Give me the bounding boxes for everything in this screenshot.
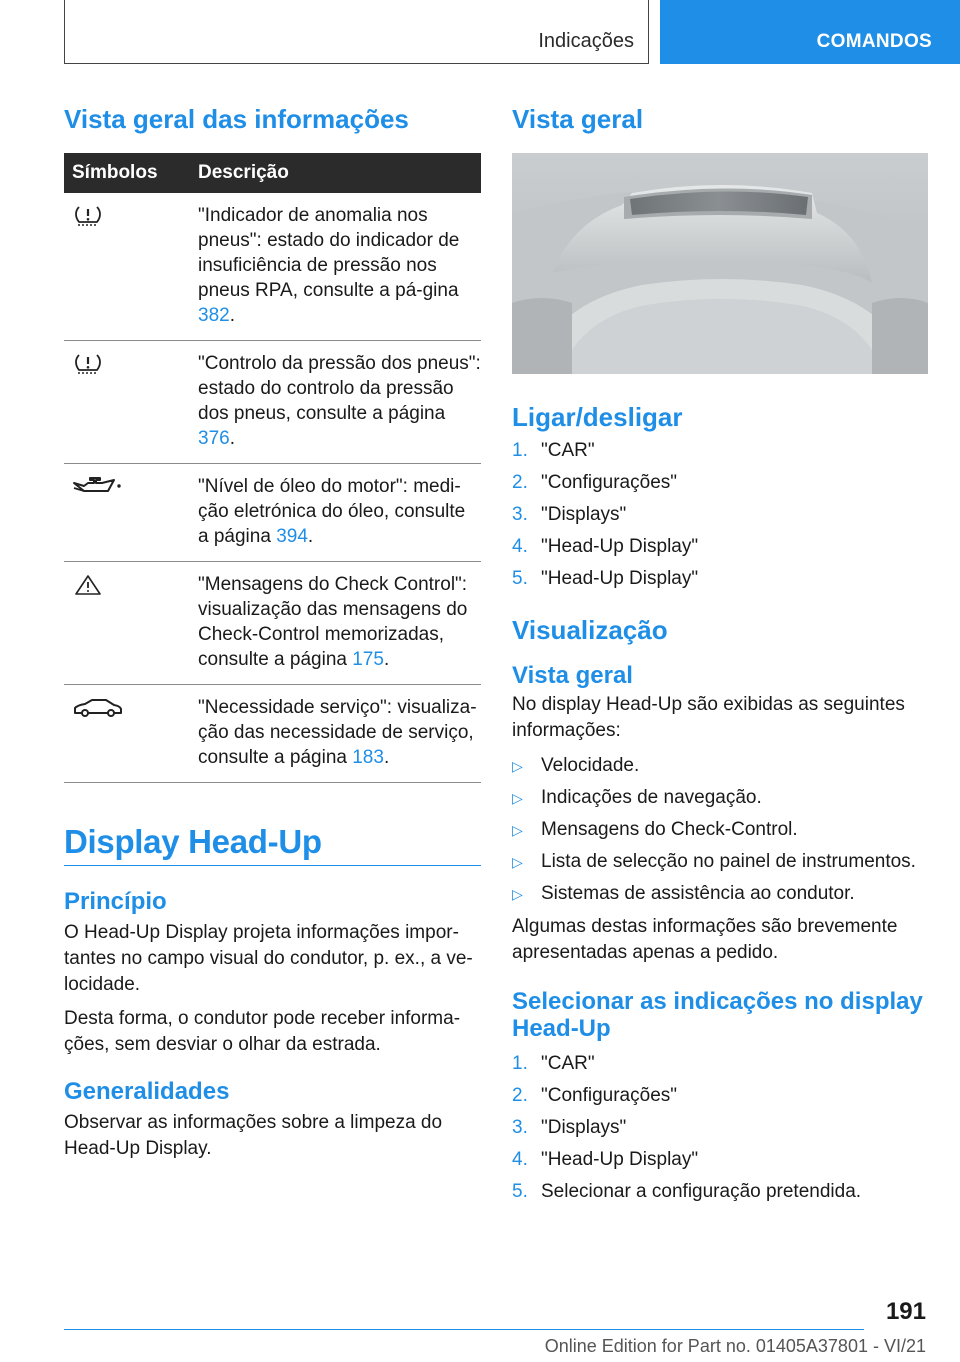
item-text: Mensagens do Check-Control.	[541, 819, 798, 840]
step-text: "CAR"	[541, 1053, 595, 1074]
step-number: 5.	[512, 568, 528, 589]
display-outro: Algumas destas informações são brevemente apresentadas apenas a pedido.	[512, 916, 898, 963]
list-item	[512, 467, 928, 499]
display-intro: No display Head-Up são exibidas as seguintes informações:	[512, 694, 905, 741]
page-link[interactable]: 175	[352, 649, 384, 670]
page-link[interactable]: 376	[198, 428, 230, 449]
step-number: 4.	[512, 1149, 528, 1170]
right-column	[512, 100, 928, 1208]
table-row	[64, 341, 481, 464]
list-item	[512, 1048, 928, 1080]
item-text: Indicações de navegação.	[541, 787, 762, 808]
table-header-row	[64, 153, 481, 193]
bullet-triangle-icon: ▷	[512, 822, 523, 838]
row-desc-text: "Nível de óleo do motor": medi-ção eletrónica do óleo, consulte a página	[198, 476, 466, 547]
step-text: "Head-Up Display"	[541, 536, 699, 557]
bullet-triangle-icon: ▷	[512, 758, 523, 774]
list-item	[512, 782, 928, 814]
bullet-triangle-icon: ▷	[512, 854, 523, 870]
general-title: Generalidades	[64, 1078, 230, 1105]
step-number: 3.	[512, 504, 528, 525]
tire-pressure-warning-icon	[72, 203, 104, 229]
row-desc-text: "Indicador de anomalia nos pneus": estado do indicador de insuficiência de pressão nos pneus RPA, consulte a pá-gina	[198, 205, 460, 301]
col-symbols-header: Símbolos	[64, 153, 188, 193]
display-items	[512, 750, 928, 910]
list-item	[512, 531, 928, 563]
step-number: 4.	[512, 536, 528, 557]
header-chapter-label: COMANDOS	[816, 31, 932, 52]
overview-info-title: Vista geral das informações	[64, 104, 409, 134]
step-number: 1.	[512, 440, 528, 461]
list-item	[512, 750, 928, 782]
warning-triangle-icon	[72, 572, 104, 598]
footer-edition: Online Edition for Part no. 01405A37801 - VI/21	[544, 1336, 926, 1356]
header-section-label: Indicações	[538, 30, 634, 52]
page-link[interactable]: 183	[352, 747, 384, 768]
row-desc-end: .	[383, 649, 390, 670]
page-link[interactable]: 394	[276, 526, 308, 547]
step-number: 5.	[512, 1181, 528, 1202]
item-text: Sistemas de assistência ao condutor.	[541, 883, 855, 904]
hud-dashboard-photo	[512, 153, 928, 374]
list-item	[512, 1176, 928, 1208]
list-item	[512, 1144, 928, 1176]
onoff-steps	[512, 435, 928, 595]
display-title: Visualização	[512, 615, 668, 645]
list-item	[512, 563, 928, 595]
service-car-icon	[72, 695, 124, 721]
list-item	[512, 814, 928, 846]
display-subtitle: Vista geral	[512, 662, 633, 689]
step-text: "Displays"	[541, 1117, 627, 1138]
step-text: "Configurações"	[541, 1085, 678, 1106]
select-steps	[512, 1048, 928, 1208]
principle-title: Princípio	[64, 888, 167, 915]
row-desc-end: .	[383, 747, 390, 768]
general-paragraph: Observar as informações sobre a limpeza do Head-Up Display.	[64, 1112, 443, 1159]
step-text: "Head-Up Display"	[541, 1149, 699, 1170]
row-desc-text: "Controlo da pressão dos pneus": estado do controlo da pressão dos pneus, consulte a página	[198, 353, 481, 424]
onoff-title: Ligar/desligar	[512, 402, 683, 432]
principle-paragraph-1: O Head-Up Display projeta informações impor-tantes no campo visual do condutor, p. ex., a ve-locidade.	[64, 922, 473, 995]
footer-divider	[64, 1329, 864, 1330]
row-desc-text: "Necessidade serviço": visualiza-ção das necessidade de serviço, consulte a página	[198, 697, 477, 768]
page-link[interactable]: 382	[198, 305, 230, 326]
list-item	[512, 1112, 928, 1144]
step-number: 2.	[512, 1085, 528, 1106]
list-item	[512, 499, 928, 531]
row-desc-end: .	[307, 526, 314, 547]
header-section-box	[64, 0, 649, 64]
bullet-triangle-icon: ▷	[512, 790, 523, 806]
header-chapter-tab[interactable]	[660, 0, 960, 64]
page-number: 191	[885, 1298, 926, 1325]
step-text: "CAR"	[541, 440, 595, 461]
table-row	[64, 193, 481, 341]
table-row	[64, 562, 481, 685]
symbols-table	[64, 153, 481, 783]
row-desc-text: "Mensagens do Check Control": visualização das mensagens do Check-Control memorizadas, consulte a página	[198, 574, 468, 670]
step-text: "Head-Up Display"	[541, 568, 699, 589]
table-row	[64, 685, 481, 783]
row-desc-end: .	[229, 305, 235, 326]
item-text: Velocidade.	[541, 755, 640, 776]
bullet-triangle-icon: ▷	[512, 886, 523, 902]
list-item	[512, 878, 928, 910]
hud-section-title: Display Head-Up	[64, 823, 481, 866]
hud-overview-title: Vista geral	[512, 104, 644, 134]
step-number: 3.	[512, 1117, 528, 1138]
item-text: Lista de selecção no painel de instrumentos.	[541, 851, 916, 872]
tire-pressure-monitor-icon	[72, 351, 104, 377]
row-desc-end: .	[229, 428, 235, 449]
step-text: "Configurações"	[541, 472, 678, 493]
step-text: Selecionar a configuração pretendida.	[541, 1181, 862, 1202]
list-item	[512, 1080, 928, 1112]
table-row	[64, 464, 481, 562]
left-column	[64, 100, 481, 1162]
select-title: Selecionar as indicações no display Head-Up	[512, 988, 923, 1042]
list-item	[512, 846, 928, 878]
oil-can-icon	[72, 474, 124, 500]
col-description-header: Descrição	[188, 153, 481, 193]
step-number: 1.	[512, 1053, 528, 1074]
step-text: "Displays"	[541, 504, 627, 525]
list-item	[512, 435, 928, 467]
step-number: 2.	[512, 472, 528, 493]
principle-paragraph-2: Desta forma, o condutor pode receber informa-ções, sem desviar o olhar da estrada.	[64, 1008, 461, 1055]
